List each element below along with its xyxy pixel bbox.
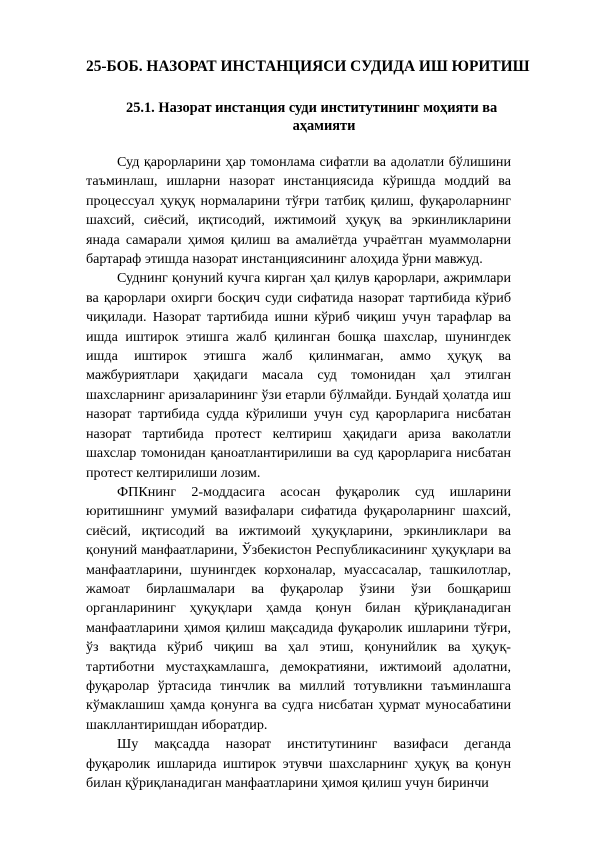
paragraph: Суднинг қонуний кучга кирган ҳал қилув қарорлари, ажримлари ва қарорлари охирги босқич суди сифатида назорат тартибида кўриб чиқилади. Назорат тартибида ишни кўриб чиқиш учун тарафлар ва ишда иштирок этишга жалб қилинган бошқа шахслар, шунингдек ишда иштирок этишга жалб қилинмаган, аммо ҳуқуқ ва мажбуриятлари ҳақидаги масала суд томонидан ҳал этилган шахсларнинг аризаларининг ўзи етарли бўлмайди. Бундай ҳолатда иш назорат тартибида судда кўрилиши учун суд қарорларига нисбатан назорат тартибида протест келтириш ҳақидаги ариза ваколатли шахслар томонидан қаноатлантирилиши ва суд қарорларига нисбатан протест келтирилиши лозим. [86, 270, 511, 481]
paragraph: Суд қарорларини ҳар томонлама сифатли ва адолатли бўлишини таъминлаш, ишларни назорат инстанциясида кўришда моддий ва процессуал ҳуқуқ нормаларини тўғри татбиқ қилиш, фуқароларнинг шахсий, сиёсий, иқтисодий, ижтимоий ҳуқуқ ва эркинликларини янада самарали ҳимоя қилиш ва амалиётда учраётган муаммоларни бартараф этишда назорат инстанциясининг алоҳида ўрни мавжуд. [86, 154, 511, 268]
body-text [86, 153, 511, 793]
section-title [126, 99, 516, 135]
chapter-title: 25-БОБ. НАЗОРАТ ИНСТАНЦИЯСИ СУДИДА ИШ ЮРИТИШ [86, 58, 530, 75]
paragraph: ФПКнинг 2-моддасига асосан фуқаролик суд ишларини юритишнинг умумий вазифалари сифатида фуқароларнинг шахсий, сиёсий, иқтисодий ва ижтимоий ҳуқуқларини, эркинликлари ва қонуний манфаатларини, Ўзбекистон Республикасининг ҳуқуқлари ва манфаатларини, шунингдек корхоналар, муассасалар, ташкилотлар, жамоат бирлашмалари ва фуқаролар ўзини ўзи бошқариш органларининг ҳуқуқлари ҳамда қонун билан қўриқланадиган манфаатларини ҳимоя қилиш мақсадида фуқаролик ишларини тўғри, ўз вақтида кўриб чиқиш ва ҳал этиш, қонунийлик ва ҳуқуқ-тартиботни мустаҳкамлашга, демократияни, ижтимоий адолатни, фуқаролар ўртасида тинчлик ва миллий тотувликни таъминлашга кўмаклашиш ҳамда қонунга ва судга нисбатан ҳурмат муносабатини шакллантиришдан иборатдир. [86, 483, 511, 733]
section-title-line2: аҳамияти [292, 118, 356, 134]
section-title-line1: 25.1. Назорат инстанция суди институтининг моҳияти ва [126, 100, 498, 116]
paragraph: Шу мақсадда назорат институтининг вазифаси деганда фуқаролик ишларида иштирок этувчи шахсларнинг ҳуқуқ ва қонун билан қўриқланадиган манфаатларини ҳимоя қилиш учун биринчи [86, 736, 511, 791]
